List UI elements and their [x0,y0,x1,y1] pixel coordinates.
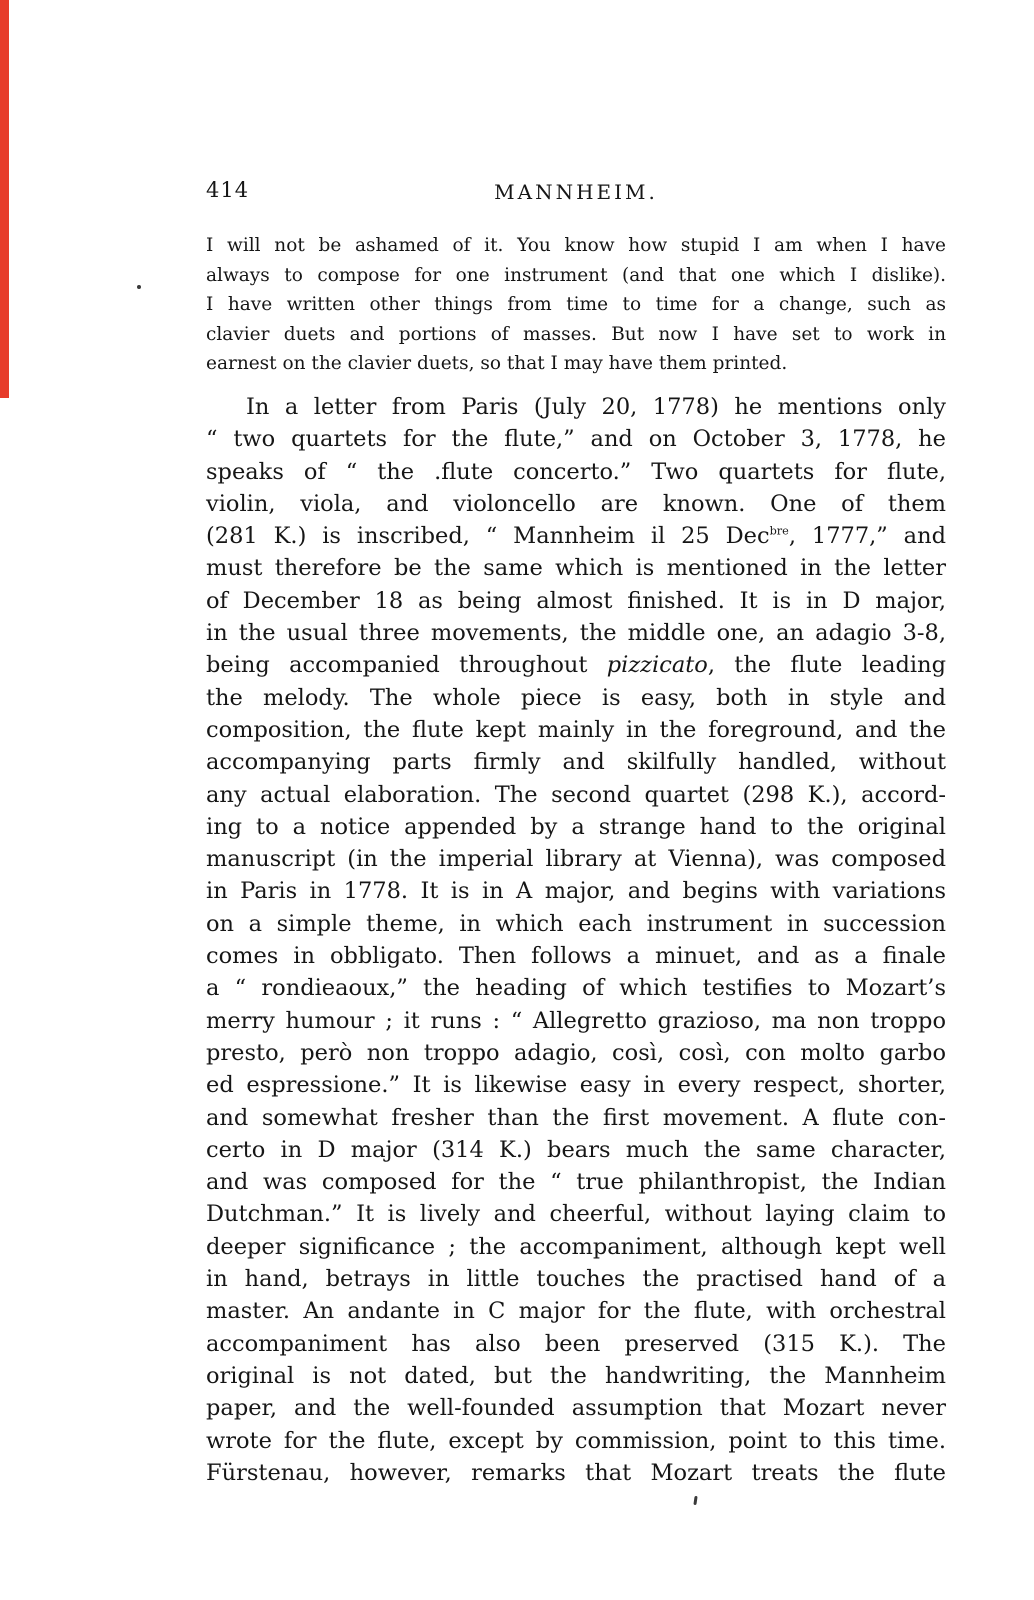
body-line: in hand, betrays in little touches the practised hand of a [206,1266,946,1293]
body-line: speaks of “ the .flute concerto.” Two quartets for flute, [206,458,946,485]
body-line: a “ rondieaoux,” the heading of which testifies to Mozart’s [206,975,946,1002]
body-line: composition, the flute kept mainly in the foreground, and the [206,716,946,743]
body-line: original is not dated, but the handwriting, the Mannheim [206,1362,946,1389]
letter-quote-block [206,231,946,379]
body-paragraph [206,391,946,1489]
body-line: being accompanied throughout pizzicato, the flute leading [206,652,946,679]
body-line: violin, viola, and violoncello are known. One of them [206,490,946,517]
body-line: and somewhat fresher than the first movement. A flute con- [206,1104,946,1131]
body-line: Dutchman.” It is lively and cheerful, without laying claim to [206,1201,946,1228]
quote-line: earnest on the clavier duets, so that I may have them printed. [206,353,788,374]
body-line: in Paris in 1778. It is in A major, and begins with variations [206,878,946,905]
quote-line: I will not be ashamed of it. You know how stupid I am when I have [206,235,946,256]
body-line: “ two quartets for the flute,” and on October 3, 1778, he [206,426,946,453]
body-line: ed espressione.” It is likewise easy in every respect, shorter, [206,1072,946,1099]
print-speck [693,1496,697,1505]
body-line: and was composed for the “ true philanthropist, the Indian [206,1169,946,1196]
left-edge-red-bar [0,0,9,398]
body-line: presto, però non troppo adagio, così, così, con molto garbo [206,1039,946,1066]
body-line: manuscript (in the imperial library at Vienna), was composed [206,846,946,873]
body-line: any actual elaboration. The second quartet (298 K.), accord- [206,781,946,808]
running-head: MANNHEIM. [494,180,658,204]
body-line: (281 K.) is inscribed, “ Mannheim il 25 Dec$^{bre}$, 1777,” and [206,523,946,550]
body-line: merry humour ; it runs : “ Allegretto grazioso, ma non troppo [206,1007,946,1034]
page-number: 414 [206,178,250,202]
body-line: comes in obbligato. Then follows a minuet, and as a finale [206,943,946,970]
body-line: master. An andante in C major for the flute, with orchestral [206,1298,946,1325]
body-line: certo in D major (314 K.) bears much the same character, [206,1136,946,1163]
body-line: accompanying parts firmly and skilfully handled, without [206,749,946,776]
body-line: on a simple theme, in which each instrument in succession [206,910,946,937]
body-line: In a letter from Paris (July 20, 1778) he mentions only [246,394,946,420]
body-line: of December 18 as being almost finished. It is in D major, [206,587,946,614]
body-line: wrote for the flute, except by commission, point to this time. [206,1427,946,1454]
body-line: ing to a notice appended by a strange hand to the original [206,813,946,840]
body-line: must therefore be the same which is mentioned in the letter [206,555,946,582]
quote-line: clavier duets and portions of masses. But now I have set to work in [206,323,946,345]
body-line: the melody. The whole piece is easy, both in style and [206,684,946,711]
body-line: deeper significance ; the accompaniment, although kept well [206,1233,946,1260]
print-speck [137,285,141,289]
body-line: paper, and the well-founded assumption that Mozart never [206,1395,946,1422]
body-line: Fürstenau, however, remarks that Mozart treats the flute [206,1459,946,1486]
quote-line: always to compose for one instrument (and that one which I dislike). [206,264,946,286]
body-line: accompaniment has also been preserved (315 K.). The [206,1330,946,1357]
quote-line: I have written other things from time to time for a change, such as [206,294,946,315]
body-line: in the usual three movements, the middle one, an adagio 3-8, [206,620,946,647]
